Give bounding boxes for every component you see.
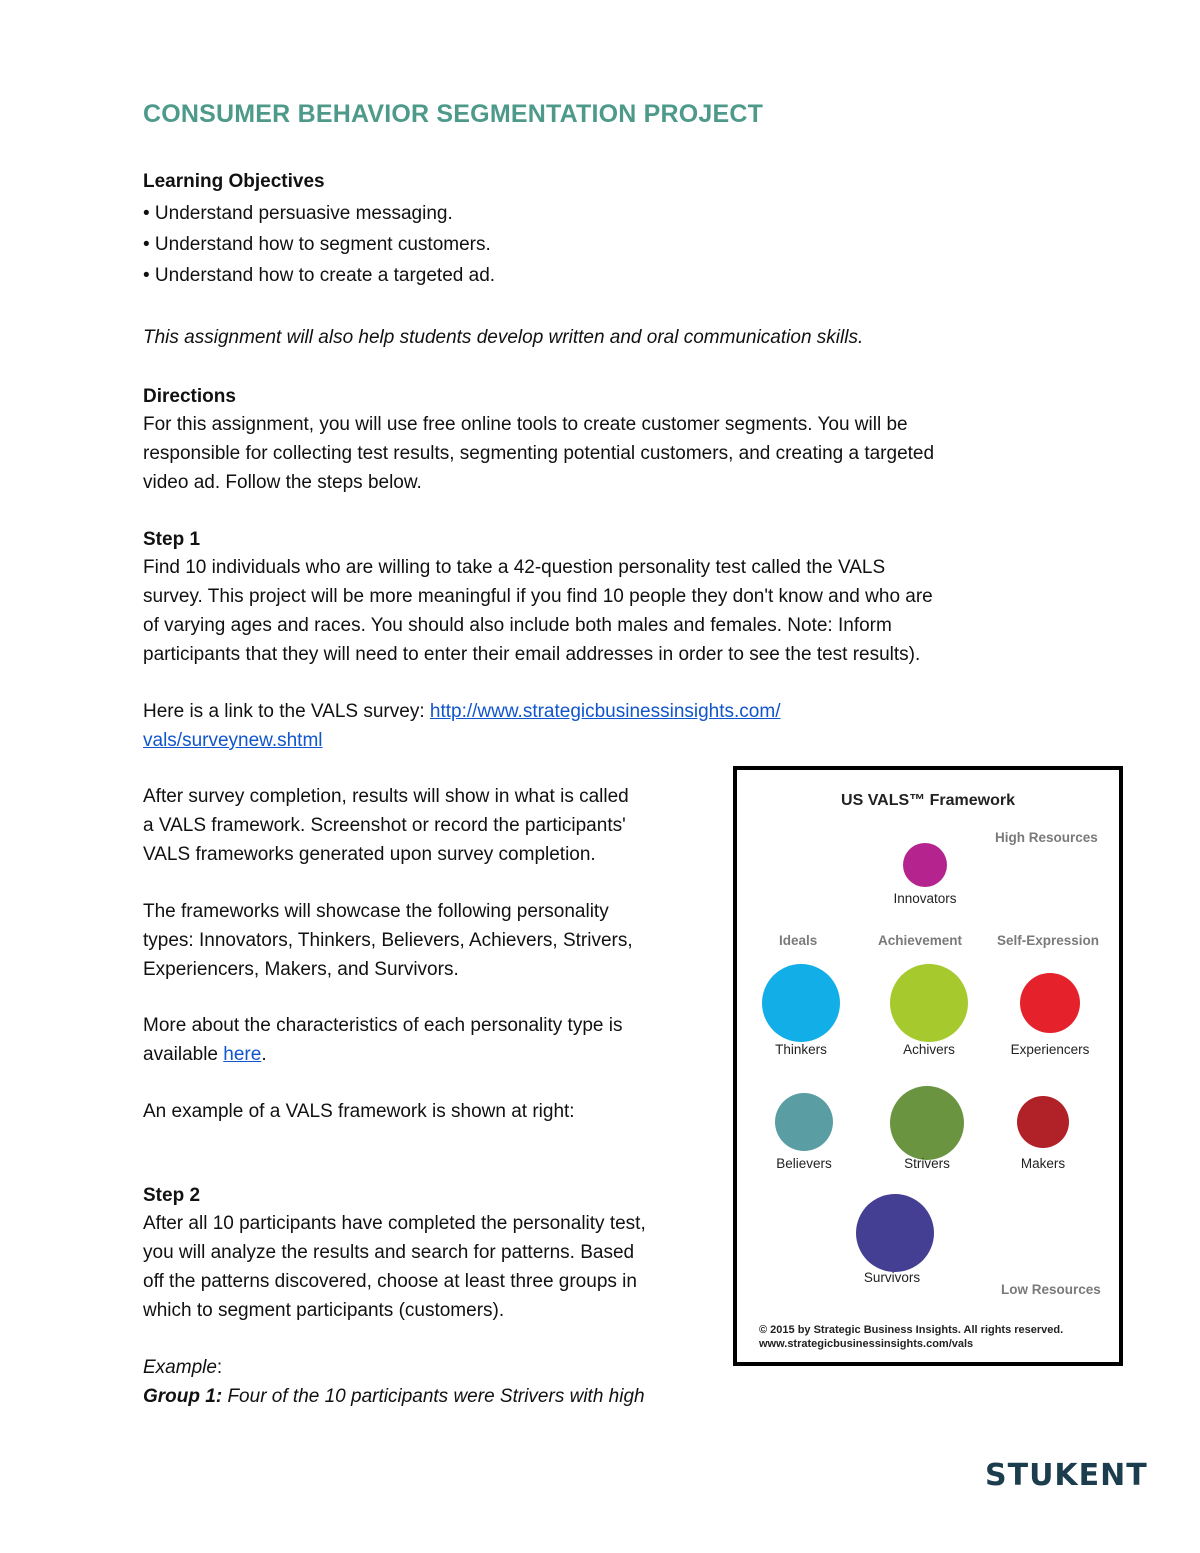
after-survey-text: VALS frameworks generated upon survey completion. (143, 844, 596, 865)
vals-title: US VALS™ Framework (841, 792, 1015, 809)
low-resources-label: Low Resources (1001, 1282, 1101, 1297)
step1-text: Find 10 individuals who are willing to take a 42-question personality test called the VALS (143, 557, 886, 578)
here-link[interactable]: here (223, 1044, 262, 1065)
thinkers-label: Thinkers (775, 1042, 827, 1057)
example-label-line (143, 1354, 222, 1383)
high-resources-label: High Resources (995, 830, 1098, 845)
more-info-prefix: available (143, 1044, 224, 1065)
survey-link-line-2 (143, 727, 323, 756)
achievers-label: Achivers (903, 1042, 955, 1057)
group1-text: Four of the 10 participants were Strivers with high (222, 1386, 645, 1407)
step2-text: off the patterns discovered, choose at least three groups in (143, 1271, 637, 1292)
more-info-text: More about the characteristics of each personality type is (143, 1015, 623, 1036)
communication-note: This assignment will also help students develop written and oral communication skills. (143, 327, 864, 348)
vals-url-text: www.strategicbusinessinsights.com/vals (759, 1338, 974, 1350)
learning-objectives-heading: Learning Objectives (143, 171, 325, 192)
copyright-text: © 2015 by Strategic Business Insights. All rights reserved. (759, 1324, 1064, 1336)
objective-item: • Understand persuasive messaging. (143, 203, 453, 224)
objective-item: • Understand how to create a targeted ad. (143, 265, 496, 286)
more-info-line (143, 1041, 267, 1070)
step2-text: After all 10 participants have completed the personality test, (143, 1213, 646, 1234)
document-title: CONSUMER BEHAVIOR SEGMENTATION PROJECT (143, 100, 764, 128)
survey-link-intro: Here is a link to the VALS survey: (143, 701, 430, 722)
step2-text: which to segment participants (customers). (143, 1300, 505, 1321)
after-survey-text: After survey completion, results will show in what is called (143, 786, 629, 807)
step1-heading: Step 1 (143, 529, 201, 550)
step1-text: of varying ages and races. You should also include both males and females. Note: Inform (143, 615, 892, 636)
group1-label: Group 1: (143, 1386, 223, 1407)
survivors-label: Survivors (863, 1270, 921, 1285)
achievement-label: Achievement (878, 933, 963, 948)
example-colon: : (216, 1357, 223, 1378)
frameworks-text: The frameworks will showcase the following personality (143, 901, 609, 922)
survivors-circle (856, 1194, 934, 1272)
experiencers-circle (1020, 973, 1080, 1033)
believers-circle (775, 1093, 833, 1151)
strivers-label: Strivers (904, 1156, 950, 1171)
more-info-suffix: . (261, 1044, 267, 1065)
step2-text: you will analyze the results and search for patterns. Based (143, 1242, 635, 1263)
frameworks-text: types: Innovators, Thinkers, Believers, Achievers, Strivers, (143, 930, 633, 951)
achievers-circle (890, 964, 968, 1042)
survey-link-line (143, 698, 780, 727)
ideals-label: Ideals (779, 933, 818, 948)
directions-heading: Directions (143, 386, 236, 407)
survey-link-continued[interactable]: vals/surveynew.shtml (143, 730, 323, 751)
step1-text: participants that they will need to enter their email addresses in order to see the test results). (143, 644, 921, 665)
example-label: Example (143, 1357, 217, 1378)
after-survey-text: a VALS framework. Screenshot or record the participants' (143, 815, 626, 836)
frameworks-text: Experiencers, Makers, and Survivors. (143, 959, 459, 980)
self-expression-label: Self-Expression (997, 933, 1100, 948)
makers-circle (1017, 1096, 1069, 1148)
group1-line (143, 1383, 645, 1412)
thinkers-circle (762, 964, 840, 1042)
directions-text: responsible for collecting test results, segmenting potential customers, and creating a targeted (143, 443, 935, 464)
innovators-label: Innovators (893, 891, 957, 906)
directions-text: For this assignment, you will use free online tools to create customer segments. You will be (143, 414, 908, 435)
strivers-circle (890, 1086, 964, 1160)
step2-heading: Step 2 (143, 1185, 201, 1206)
directions-text: video ad. Follow the steps below. (143, 472, 422, 493)
makers-label: Makers (1020, 1156, 1066, 1171)
experiencers-label: Experiencers (1010, 1042, 1090, 1057)
believers-label: Believers (776, 1156, 832, 1171)
survey-link[interactable]: http://www.strategicbusinessinsights.com/ (429, 701, 781, 722)
stukent-logo: STUKENT (985, 1458, 1148, 1493)
innovators-circle (903, 843, 947, 887)
objective-item: • Understand how to segment customers. (143, 234, 491, 255)
vals-framework-figure (733, 766, 1123, 1366)
example-intro-text: An example of a VALS framework is shown at right: (143, 1101, 575, 1122)
step1-text: survey. This project will be more meaningful if you find 10 people they don't know and who are (143, 586, 933, 607)
